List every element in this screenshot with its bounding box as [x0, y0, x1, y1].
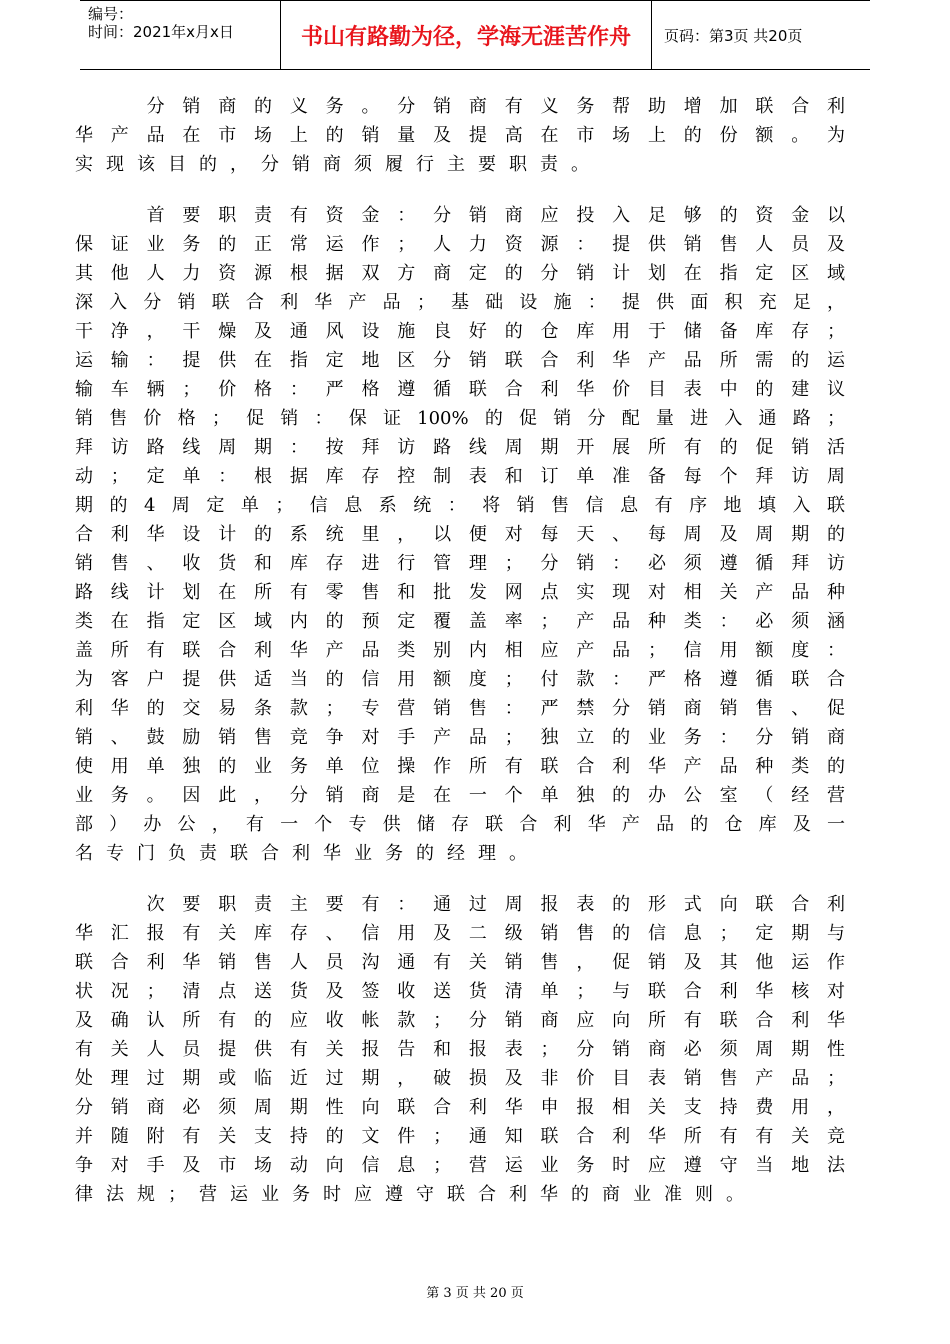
- body-text-line: 处理过期或临近过期，破损及非价目表销售产品；: [75, 1068, 845, 1089]
- body-text-line: 合利华设计的系统里，以便对每天、每周及周期的: [75, 524, 845, 545]
- body-text-line: 状况；清点送货及签收送货清单；与联合利华核对: [75, 981, 845, 1002]
- header-page-label: 页码：第3页 共20页: [664, 26, 803, 45]
- body-text-line: 干净，干燥及通风设施良好的仓库用于储备库存；: [75, 321, 845, 342]
- body-text-line: 使用单独的业务单位操作所有联合利华产品种类的: [75, 756, 845, 777]
- body-text-line: 有关人员提供有关报告和报表；分销商必须周期性: [75, 1039, 845, 1060]
- body-text-line: 分销商必须周期性向联合利华申报相关支持费用，: [75, 1097, 845, 1118]
- document-number-label: 编号：: [88, 5, 134, 23]
- body-text-line: 为客户提供适当的信用额度；付款：严格遵循联合: [75, 669, 845, 690]
- body-text-line: 实现该目的，分销商须履行主要职责。: [75, 154, 602, 175]
- body-text-line: 类在指定区域内的预定覆盖率；产品种类：必须涵: [75, 611, 845, 632]
- body-text-line: 部）办公，有一个专供储存联合利华产品的仓库及一: [75, 814, 845, 835]
- body-text-line: 及确认所有的应收帐款；分销商应向所有联合利华: [75, 1010, 845, 1031]
- body-text-line: 销、鼓励销售竞争对手产品；独立的业务：分销商: [75, 727, 845, 748]
- body-text-line: 销售价格；促销：保证100%的促销分配量进入通路；: [75, 408, 845, 429]
- body-text-line: 并随附有关支持的文件；通知联合利华所有有关竞: [75, 1126, 845, 1147]
- body-text-line: 分销商的义务。分销商有义务帮助增加联合利: [75, 96, 845, 117]
- body-text-line: 其他人力资源根据双方商定的分销计划在指定区域: [75, 263, 845, 284]
- body-text-line: 次要职责主要有：通过周报表的形式向联合利: [75, 894, 845, 915]
- header-motto-cell: [281, 1, 652, 69]
- body-text-line: 华产品在市场上的销量及提高在市场上的份额。为: [75, 125, 845, 146]
- body-text-line: 期的4周定单；信息系统：将销售信息有序地填入联: [75, 495, 845, 516]
- body-text-line: 运输：提供在指定地区分销联合利华产品所需的运: [75, 350, 845, 371]
- body-text-line: 首要职责有资金：分销商应投入足够的资金以: [75, 205, 845, 226]
- body-text-line: 律法规；营运业务时应遵守联合利华的商业准则。: [75, 1184, 757, 1205]
- body-text-line: 深入分销联合利华产品；基础设施：提供面积充足，: [75, 292, 845, 313]
- body-text-line: 路线计划在所有零售和批发网点实现对相关产品种: [75, 582, 845, 603]
- body-text-line: 拜访路线周期：按拜访路线周期开展所有的促销活: [75, 437, 845, 458]
- body-text-line: 争对手及市场动向信息；营运业务时应遵守当地法: [75, 1155, 845, 1176]
- document-date-label: 时间：2021年x月x日: [88, 23, 234, 41]
- header-meta: [80, 1, 281, 69]
- body-text-line: 盖所有联合利华产品类别内相应产品；信用额度：: [75, 640, 845, 661]
- body-text-line: 销售、收货和库存进行管理；分销：必须遵循拜访: [75, 553, 845, 574]
- page-header: [80, 0, 870, 70]
- body-text-line: 名专门负责联合利华业务的经理。: [75, 843, 540, 864]
- body-text-line: 利华的交易条款；专营销售：严禁分销商销售、促: [75, 698, 845, 719]
- page-footer: 第 3 页 共 20 页: [426, 1286, 524, 1301]
- body-text-line: 输车辆；价格：严格遵循联合利华价目表中的建议: [75, 379, 845, 400]
- body-text-line: 保证业务的正常运作；人力资源：提供销售人员及: [75, 234, 845, 255]
- body-text-line: 业务。因此，分销商是在一个单独的办公室（经营: [75, 785, 845, 806]
- header-motto: 书山有路勤为径，学海无涯苦作舟: [300, 24, 631, 50]
- body-text-line: 华汇报有关库存、信用及二级销售的信息；定期与: [75, 923, 845, 944]
- body-text-line: 动；定单：根据库存控制表和订单准备每个拜访周: [75, 466, 845, 487]
- body-text-line: 联合利华销售人员沟通有关销售，促销及其他运作: [75, 952, 845, 973]
